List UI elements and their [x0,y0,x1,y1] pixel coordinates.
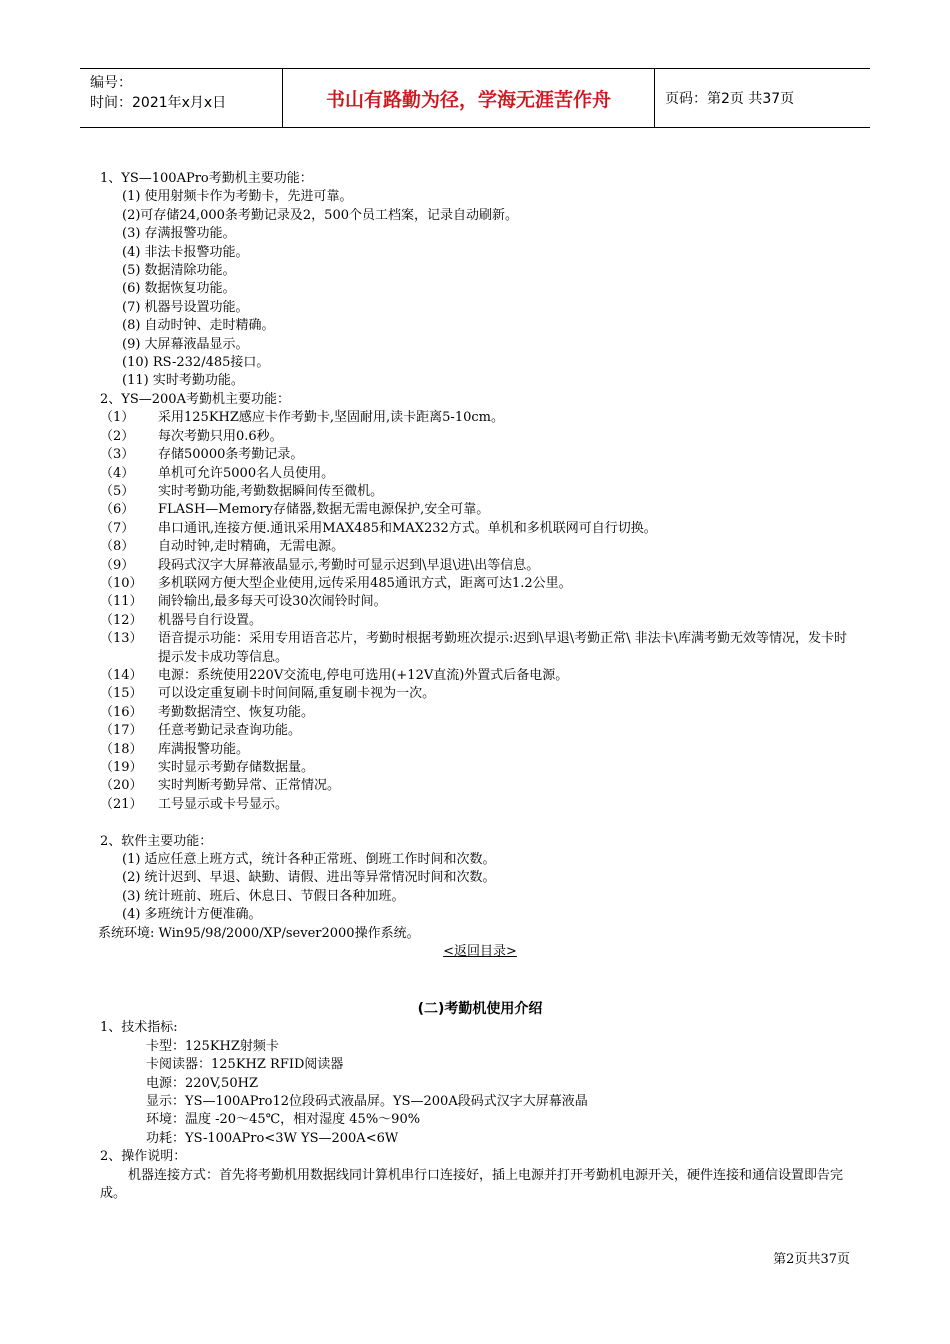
spec-item: 电源：220V,50HZ [146,1075,258,1091]
header-left [80,69,282,127]
item-number: （15） [100,686,143,702]
item-number: （5） [100,483,135,499]
list-item: (1) 适应任意上班方式，统计各种正常班、倒班工作时间和次数。 [122,852,496,868]
list-item [100,446,860,464]
list-item: (4) 非法卡报警功能。 [122,244,249,260]
spec-item: 卡阅读器：125KHZ RFID阅读器 [146,1057,344,1073]
list-item [100,538,860,556]
item-text: 采用125KHZ感应卡作考勤卡,坚固耐用,读卡距离5-10cm。 [158,410,504,426]
page-footer: 第2页共37页 [773,1252,850,1267]
item-number: （7） [100,520,135,536]
item-text: 机器号自行设置。 [158,612,263,628]
item-text: 实时判断考勤异常、正常情况。 [158,778,341,794]
list-item [100,593,860,611]
item-number: （8） [100,539,135,555]
item-number: （10） [100,575,143,591]
list-item: (5) 数据清除功能。 [122,263,236,279]
item-number: （13） [100,631,143,647]
list-item [100,704,860,722]
item-text: 段码式汉字大屏幕液晶显示,考勤时可显示迟到\早退\进\出等信息。 [158,557,540,573]
back-to-toc-container [100,943,860,961]
list-item: (2) 统计迟到、早退、缺勤、请假、进出等异常情况时间和次数。 [122,870,496,886]
section-title: 2、YS—200A考勤机主要功能： [100,391,290,407]
document-body [100,170,860,1204]
list-item [100,741,860,759]
section-heading: (二)考勤机使用介绍 [417,1001,543,1018]
item-text: 任意考勤记录查询功能。 [158,723,302,739]
item-text: 可以设定重复刷卡时间间隔,重复刷卡视为一次。 [158,686,436,702]
item-text: 自动时钟,走时精确，无需电源。 [158,539,345,555]
item-text: 闹铃输出,最多每天可设30次闹铃时间。 [158,594,387,610]
item-text: 每次考勤只用0.6秒。 [158,428,283,444]
list-item [100,409,860,427]
item-number: （17） [100,723,143,739]
back-to-toc-link[interactable]: <返回目录> [443,944,517,960]
list-item [100,685,860,703]
item-number: （18） [100,741,143,757]
list-item [100,557,860,575]
item-number: （6） [100,502,135,518]
list-item [100,428,860,446]
item-text: 考勤数据清空、恢复功能。 [158,704,315,720]
list-item: (2)可存储24,000条考勤记录及2，500个员工档案，记录自动刷新。 [122,207,518,223]
section-title: 1、技术指标: [100,1020,178,1036]
item-text: 语音提示功能：采用专用语音芯片，考勤时根据考勤班次提示:迟到\早退\考勤正常\ 非法卡\库满考勤无效等情况，发卡时提示发卡成功等信息。 [158,631,848,665]
item-number: （3） [100,447,135,463]
item-number: （2） [100,428,135,444]
list-item [100,722,860,740]
item-number: （14） [100,667,143,683]
spec-item: 环境：温度 -20～45℃，相对湿度 45%～90% [146,1112,421,1128]
item-text: 存储50000条考勤记录。 [158,447,304,463]
list-item [100,465,860,483]
list-item [100,575,860,593]
list-item: (3) 统计班前、班后、休息日、节假日各种加班。 [122,888,405,904]
doc-date-label: 时间：2021年x月x日 [90,95,227,111]
list-item: (8) 自动时钟、走时精确。 [122,318,275,334]
list-item: (6) 数据恢复功能。 [122,281,236,297]
list-item [100,520,860,538]
item-text: 工号显示或卡号显示。 [158,796,289,812]
item-number: （1） [100,410,135,426]
list-item: (10) RS-232/485接口。 [122,355,270,371]
list-item: (3) 存满报警功能。 [122,226,236,242]
item-text: 单机可允许5000名人员使用。 [158,465,335,481]
list-item [100,796,860,814]
spec-item: 功耗：YS-100APro<3W YS—200A<6W [146,1130,399,1146]
section-title: 2、操作说明： [100,1149,187,1165]
item-text: 实时考勤功能,考勤数据瞬间传至微机。 [158,483,384,499]
spec-item: 卡型：125KHZ射频卡 [146,1038,279,1054]
item-text: 库满报警功能。 [158,741,250,757]
item-number: （21） [100,796,143,812]
item-number: （20） [100,778,143,794]
item-text: 实时显示考勤存储数据量。 [158,760,315,775]
list-item [100,630,860,667]
list-item: (11) 实时考勤功能。 [122,373,244,389]
list-item [100,612,860,630]
page-header [80,68,870,128]
item-number: （12） [100,612,143,628]
list-item [100,759,860,777]
doc-id-label: 编号： [90,75,132,91]
list-item: (1) 使用射频卡作为考勤卡，先进可靠。 [122,189,353,205]
header-motto: 书山有路勤为径，学海无涯苦作舟 [282,69,655,127]
operation-paragraph: 机器连接方式：首先将考勤机用数据线同计算机串行口连接好，插上电源并打开考勤机电源开关，硬件连接和通信设置即告完成。 [100,1167,844,1202]
list-item: (4) 多班统计方便准确。 [122,907,262,923]
item-number: （9） [100,557,135,573]
item-number: （16） [100,704,143,720]
list-item [100,483,860,501]
list-item: (7) 机器号设置功能。 [122,299,249,315]
item-number: （4） [100,465,135,481]
list-item [100,667,860,685]
section-title: 2、软件主要功能： [100,833,213,849]
spec-item: 显示：YS—100APro12位段码式液晶屏。YS—200A段码式汉字大屏幕液晶 [146,1094,588,1110]
spacer [100,814,860,832]
item-text: FLASH—Memory存储器,数据无需电源保护,安全可靠。 [158,502,490,518]
item-number: （19） [100,760,143,775]
system-env-text: 系统环境: Win95/98/2000/XP/sever2000操作系统。 [98,925,420,941]
item-text: 多机联网方便大型企业使用,远传采用485通讯方式，距离可达1.2公里。 [158,575,572,591]
item-text: 电源：系统使用220V交流电,停电可选用(+12V直流)外置式后备电源。 [158,667,569,683]
list-item: (9) 大屏幕液晶显示。 [122,336,249,352]
item-text: 串口通讯,连接方便.通讯采用MAX485和MAX232方式。单机和多机联网可自行切换。 [158,520,657,536]
item-number: （11） [100,594,143,610]
header-page-label: 页码：第2页 共37页 [665,91,795,107]
list-item [100,501,860,519]
section-title: 1、YS—100APro考勤机主要功能： [100,171,313,186]
list-item [100,777,860,795]
